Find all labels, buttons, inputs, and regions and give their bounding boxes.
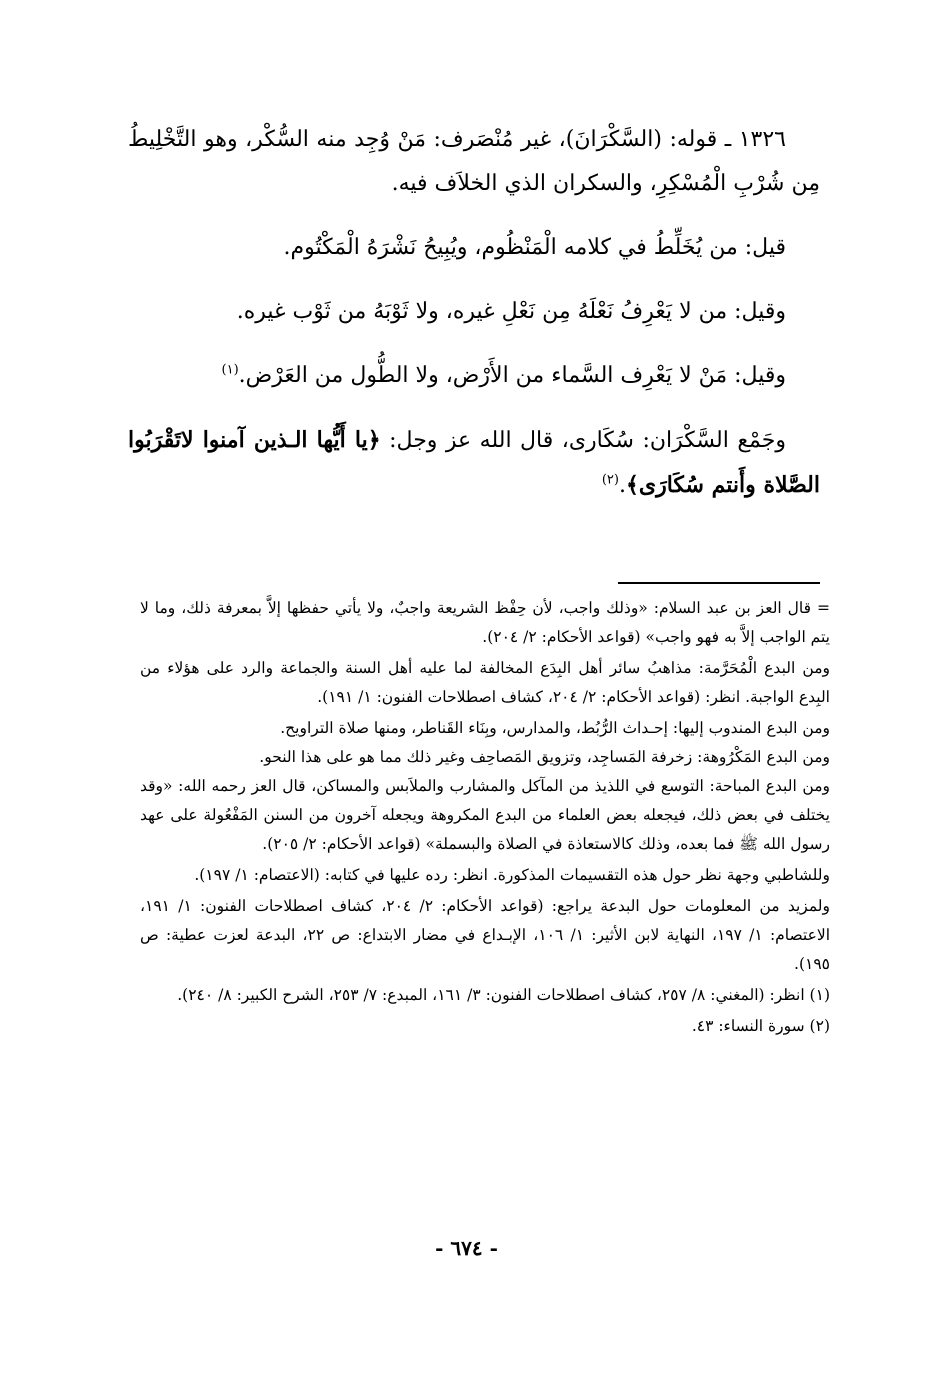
main-text (128, 118, 820, 524)
plural-paragraph (128, 418, 820, 508)
footnote-paragraph: ومن البدع المندوب إليها: إحـداث الرُّبُط، والمدارس، وبِنَاء القَناطر، ومنها صلاة التراويح. (280, 719, 830, 737)
entry-text: ١٣٢٦ ـ قوله: (السَّكْرَانَ)، غير مُنْصَرف: مَنْ وُجِد منه السُّكْر، وهو التَّخْلِيطُ مِن شُرْبِ الْمُسْكِرِ، والسكران الذي الخلاَف فيه. (128, 127, 820, 196)
definition-text: قيل: من يُخَلِّطُ في كلامه الْمَنْظُوم، ويُبِيحُ نَشْرَهُ الْمَكْتُوم. (283, 235, 786, 260)
definition-paragraph (128, 226, 820, 270)
footnote-ref: (١) (221, 362, 239, 378)
footnote-paragraph: ومن البدع الْمُحَرَّمة: مذاهبُ سائر أهل البِدَع المخالفة لما عليه أهل السنة والجماعة والرد على هؤلاء من البِدع الواجبة. انظر: (قواعد الأحكام: ٢/ ٢٠٤، كشاف اصطلاحات الفنون: ١/ ١٩١). (140, 659, 830, 706)
footnote-paragraph: ولمزيد من المعلومات حول البدعة يراجع: (قواعد الأحكام: ٢/ ٢٠٤، كشاف اصطلاحات الفنون: ١/ ١٩١، الاعتصام: ١/ ١٩٧، النهاية لابن الأثير: ١/ ١٠٦، الإبـداع في مضار الابتداع: ص ٢٢، البدعة لعزت عطية: ص ١٩٥). (140, 897, 831, 973)
footnote-paragraph: ومن البدع المباحة: التوسع في اللذيذ من المآكل والمشارب والملاَبس والمساكن، قال العز رحمه الله: «وقد يختلف في بعض ذلك، فيجعله بعض العلماء من البدع المكروهة ويجعله آخرون من السنن المَفْعُولة على عهد رسول الله ﷺ فما بعده، وذلك كالاستعاذة في الصلاة والبسملة» (قواعد الأحكام: ٢/ ٢٠٥). (140, 777, 830, 853)
quran-quote: ﴿يا أَيُّها الـذين آمنوا لاتَقْرَبُوا الصَّلاة وأَنتم سُكَارَى﴾ (128, 427, 820, 498)
page-number: - ٦٧٤ - (435, 1236, 498, 1260)
definition-paragraph (128, 354, 820, 398)
footnotes (140, 594, 830, 1041)
definition-text: وقيل: من لا يَعْرِفُ نَعْلَهُ مِن نَعْلِ غيره، ولا ثَوْبَهُ من ثَوْب غيره. (236, 299, 786, 324)
footnote-divider (618, 582, 820, 584)
definition-paragraph (128, 290, 820, 334)
entry-paragraph (128, 118, 820, 206)
footnote-paragraph: وللشاطبي وجهة نظر حول هذه التقسيمات المذكورة. انظر: رده عليها في كتابه: (الاعتصام: ١/ ١٩٧). (194, 866, 830, 884)
footnote-1: (١) انظر: (المغني: ٨/ ٢٥٧، كشاف اصطلاحات الفنون: ٣/ ١٦١، المبدع: ٧/ ٢٥٣، الشرح الكبير: ٨/ ٢٤٠). (177, 986, 830, 1004)
footnote-ref: (٢) (601, 472, 619, 488)
definition-text: وقيل: مَنْ لا يَعْرِف السَّماء من الأَرْض، ولا الطُّول من العَرْض. (238, 363, 786, 388)
sentence-end: . (618, 473, 626, 498)
footnote-paragraph: = قال العز بن عبد السلام: «وذلك واجب، لأن حِفْظ الشريعة واجبٌ، ولا يأتي حفظها إلاَّ بمعرفة ذلك، وما لا يتم الواجب إلاَّ به فهو واجب» (قواعد الأحكام: ٢/ ٢٠٤). (140, 599, 830, 646)
footnote-paragraph: ومن البدع المَكْرُوهة: زخرفة المَساجِد، وتزويق المَصاحِف وغير ذلك مما هو على هذا النحو. (259, 748, 830, 766)
footnote-2: (٢) سورة النساء: ٤٣. (691, 1017, 830, 1035)
plural-text: وجَمْع السَّكْرَان: سُكَارى، قال الله عز وجل: (380, 428, 786, 453)
